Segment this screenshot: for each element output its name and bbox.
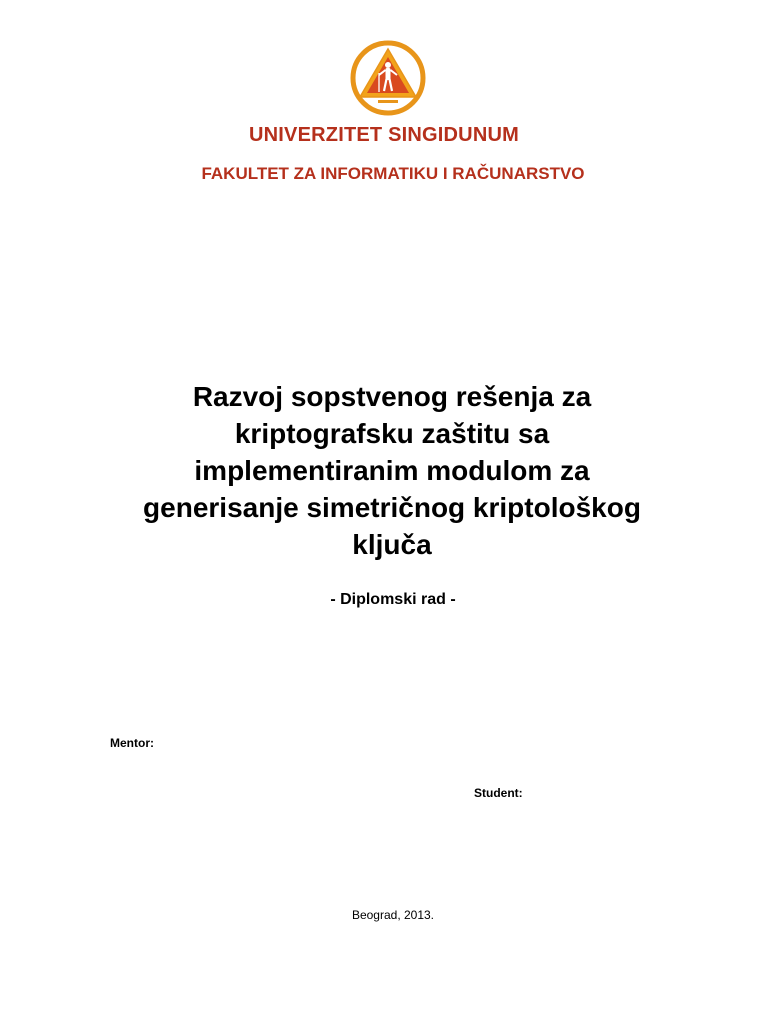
title-line: generisanje simetričnog kriptološkog (143, 492, 641, 523)
faculty-name: FAKULTET ZA INFORMATIKU I RAČUNARSTVO (201, 164, 585, 183)
title-line: ključa (352, 529, 432, 560)
place-and-date: Beograd, 2013. (351, 908, 435, 922)
thesis-title (84, 378, 700, 563)
singidunum-emblem-icon (350, 40, 426, 116)
title-line: kriptografsku zaštitu sa (234, 418, 550, 449)
thesis-type: - Diplomski rad - (330, 591, 456, 608)
title-line: implementiranim modulom za (194, 455, 590, 486)
title-line: Razvoj sopstvenog rešenja za (192, 381, 592, 412)
mentor-label: Mentor: (110, 736, 154, 750)
student-label: Student: (474, 786, 523, 800)
university-logo (350, 40, 426, 116)
university-name: UNIVERZITET SINGIDUNUM (249, 124, 519, 146)
